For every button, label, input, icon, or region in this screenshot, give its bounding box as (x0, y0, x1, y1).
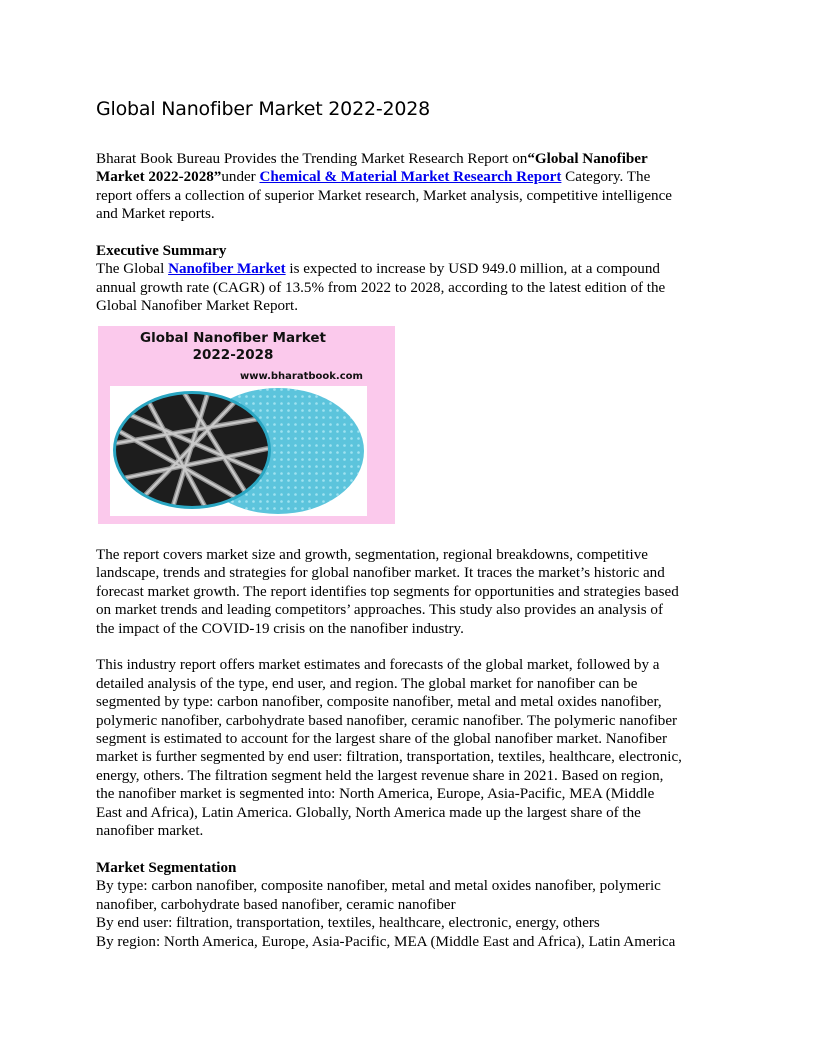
exec-text-1: The Global (96, 261, 169, 278)
exec-line-3: Global Nanofiber Market Report. (96, 298, 299, 315)
para1-line: landscape, trends and strategies for global nanofiber market. It traces the market’s historic and (96, 565, 665, 582)
exec-text-2: is expected to increase by USD 949.0 million, at a compound (285, 261, 660, 278)
segmentation-line: By type: carbon nanofiber, composite nanofiber, metal and metal oxides nanofiber, polymeric (96, 878, 661, 895)
para2-line: market is further segmented by end user: filtration, transportation, textiles, healthcare, electronic, (96, 749, 682, 766)
cover-title-line-2: 2022-2028 (192, 346, 274, 363)
para2-line: segmented by type: carbon nanofiber, composite nanofiber, metal and metal oxides nanofiber, (96, 694, 662, 711)
para1-line: forecast market growth. The report identifies top segments for opportunities and strategies based (96, 583, 679, 600)
market-segmentation-section (96, 859, 724, 951)
market-segmentation-heading: Market Segmentation (96, 859, 237, 876)
cover-url: www.bharatbook.com (240, 370, 363, 382)
report-cover-image (98, 326, 395, 524)
para2-line: nanofiber market. (96, 823, 204, 840)
report-coverage-paragraph (96, 546, 724, 638)
page-title: Global Nanofiber Market 2022-2028 (96, 98, 431, 120)
intro-paragraph (96, 150, 724, 224)
para2-line: detailed analysis of the type, end user, and region. The global market for nanofiber can be (96, 675, 638, 692)
para2-line: polymeric nanofiber, carbohydrate based nanofiber, ceramic nanofiber. The polymeric nanofiber (96, 712, 678, 729)
para2-line: This industry report offers market estimates and forecasts of the global market, followed by a (96, 657, 660, 674)
exec-line-2: annual growth rate (CAGR) of 13.5% from 2022 to 2028, according to the latest edition of the (96, 279, 666, 296)
cover-title (98, 330, 368, 364)
intro-text-4: report offers a collection of superior Market research, Market analysis, competitive intelligence (96, 187, 672, 204)
nanofiber-market-link[interactable]: Nanofiber Market (168, 261, 286, 278)
cover-title-line-1: Global Nanofiber Market (140, 329, 326, 346)
category-link[interactable]: Chemical & Material Market Research Report (259, 169, 562, 186)
intro-text-3: Category. The (561, 169, 651, 186)
para1-line: The report covers market size and growth, segmentation, regional breakdowns, competitive (96, 547, 648, 564)
document-body (96, 150, 724, 951)
segmentation-line: By region: North America, Europe, Asia-Pacific, MEA (Middle East and Africa), Latin America (96, 933, 676, 950)
para2-line: segment is estimated to account for the largest share of the global nanofiber market. Nanofiber (96, 731, 667, 748)
segmentation-line: nanofiber, carbohydrate based nanofiber, ceramic nanofiber (96, 896, 456, 913)
executive-summary-section (96, 242, 724, 316)
intro-text-2: under (221, 169, 260, 186)
para2-line: the nanofiber market is segmented into: North America, Europe, Asia-Pacific, MEA (Middle (96, 786, 655, 803)
para2-line: energy, others. The filtration segment held the largest revenue share in 2021. Based on region, (96, 767, 664, 784)
intro-report-name-2: Market 2022-2028” (96, 169, 222, 186)
para2-line: East and Africa), Latin America. Globally, North America made up the largest share of the (96, 804, 641, 821)
para1-line: the impact of the COVID-19 crisis on the nanofiber industry. (96, 620, 464, 637)
segmentation-line: By end user: filtration, transportation, textiles, healthcare, electronic, energy, others (96, 915, 600, 932)
intro-report-name-1: “Global Nanofiber (527, 151, 648, 167)
intro-text-5: and Market reports. (96, 206, 215, 223)
nanofiber-disc-graphic (110, 386, 367, 516)
intro-text-1: Bharat Book Bureau Provides the Trending Market Research Report on (96, 151, 528, 167)
industry-report-paragraph (96, 656, 724, 840)
nanofiber-illustration (110, 386, 367, 516)
para1-line: on market trends and leading competitors’ approaches. This study also provides an analysis of (96, 602, 663, 619)
executive-summary-heading: Executive Summary (96, 243, 227, 260)
